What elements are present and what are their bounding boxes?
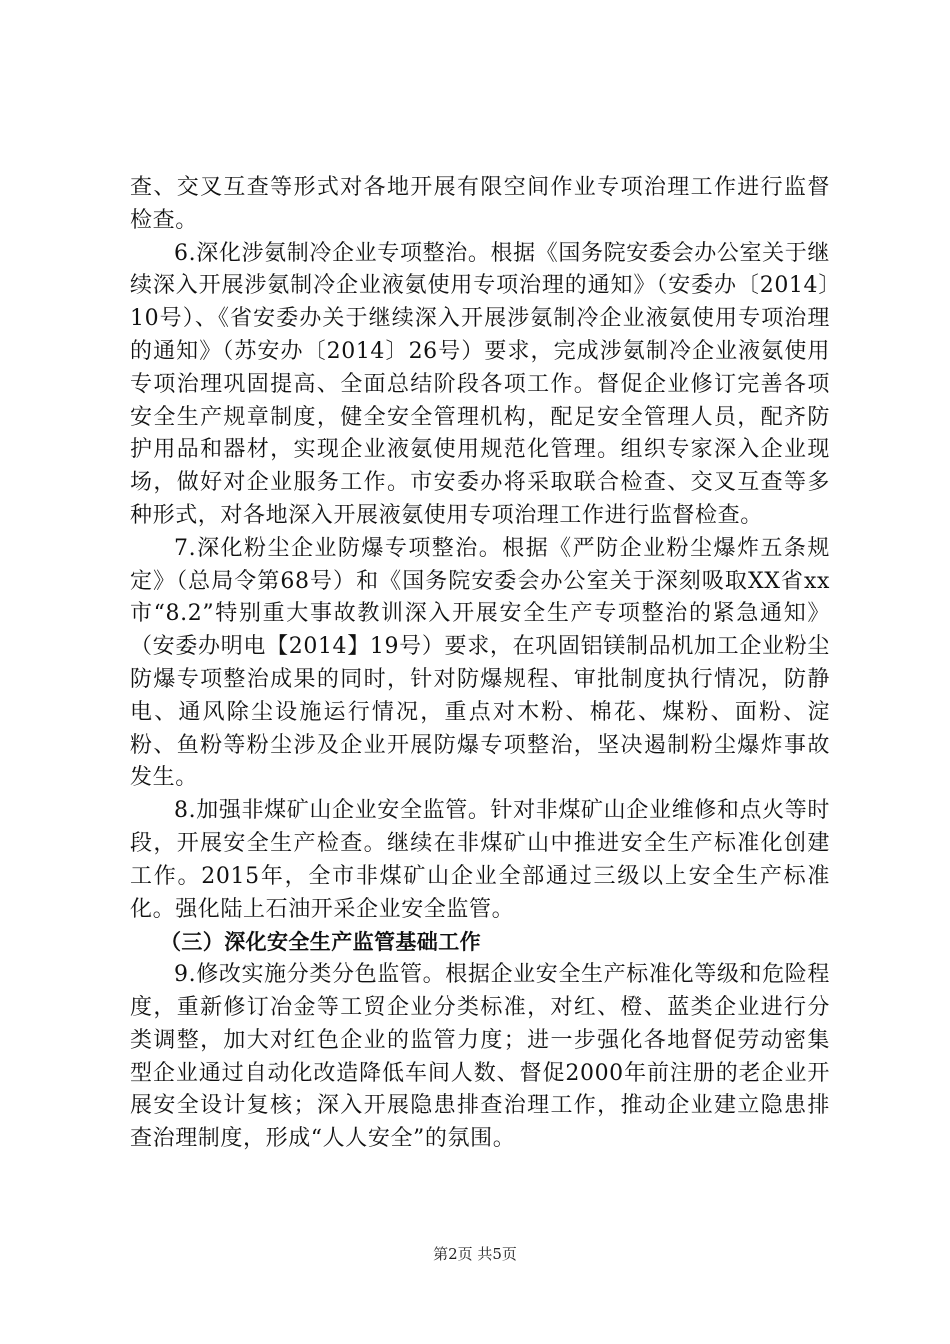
section-heading: （三）深化安全生产监管基础工作 (160, 930, 481, 955)
page-footer: 第2页 共5页 (433, 1245, 517, 1263)
paragraph-continuation: 查、交叉互查等形式对各地开展有限空间作业专项治理工作进行监督检查。 (130, 175, 830, 233)
paragraph-item-8: 8.加强非煤矿山企业安全监管。针对非煤矿山企业维修和点火等时段，开展安全生产检查。继续在非煤矿山中推进安全生产标准化创建工作。2015年，全市非煤矿山企业全部通过三级以上安全生产标准化。强化陆上石油开采企业安全监管。 (130, 798, 830, 922)
paragraph-item-6: 6.深化涉氨制冷企业专项整治。根据《国务院安委会办公室关于继续深入开展涉氨制冷企业液氨使用专项治理的通知》（安委办〔2014〕10号）、《省安委办关于继续深入开展涉氨制冷企业液氨使用专项治理的通知》（苏安办〔2014〕26号）要求，完成涉氨制冷企业液氨使用专项治理巩固提高、全面总结阶段各项工作。督促企业修订完善各项安全生产规章制度，健全安全管理机构，配足安全管理人员，配齐防护用品和器材，实现企业液氨使用规范化管理。组织专家深入企业现场，做好对企业服务工作。市安委办将采取联合检查、交叉互查等多种形式，对各地深入开展液氨使用专项治理工作进行监督检查。 (130, 240, 830, 528)
paragraph-item-7: 7.深化粉尘企业防爆专项整治。根据《严防企业粉尘爆炸五条规定》（总局令第68号）和《国务院安委会办公室关于深刻吸取XX省xx市“8.2”特别重大事故教训深入开展安全生产专项整治的紧急通知》（安委办明电【2014】19号）要求，在巩固铝镁制品机加工企业粉尘防爆专项整治成果的同时，针对防爆规程、审批制度执行情况，防静电、通风除尘设施运行情况，重点对木粉、棉花、煤粉、面粉、淀粉、鱼粉等粉尘涉及企业开展防爆专项整治，坚决遏制粉尘爆炸事故发生。 (130, 535, 830, 791)
document-body (130, 172, 830, 1156)
paragraph-item-9: 9.修改实施分类分色监管。根据企业安全生产标准化等级和危险程度，重新修订冶金等工贸企业分类标准，对红、橙、蓝类企业进行分类调整，加大对红色企业的监管力度；进一步强化各地督促劳动密集型企业通过自动化改造降低车间人数、督促2000年前注册的老企业开展安全设计复核；深入开展隐患排查治理工作，推动企业建立隐患排查治理制度，形成“人人安全”的氛围。 (130, 962, 830, 1152)
